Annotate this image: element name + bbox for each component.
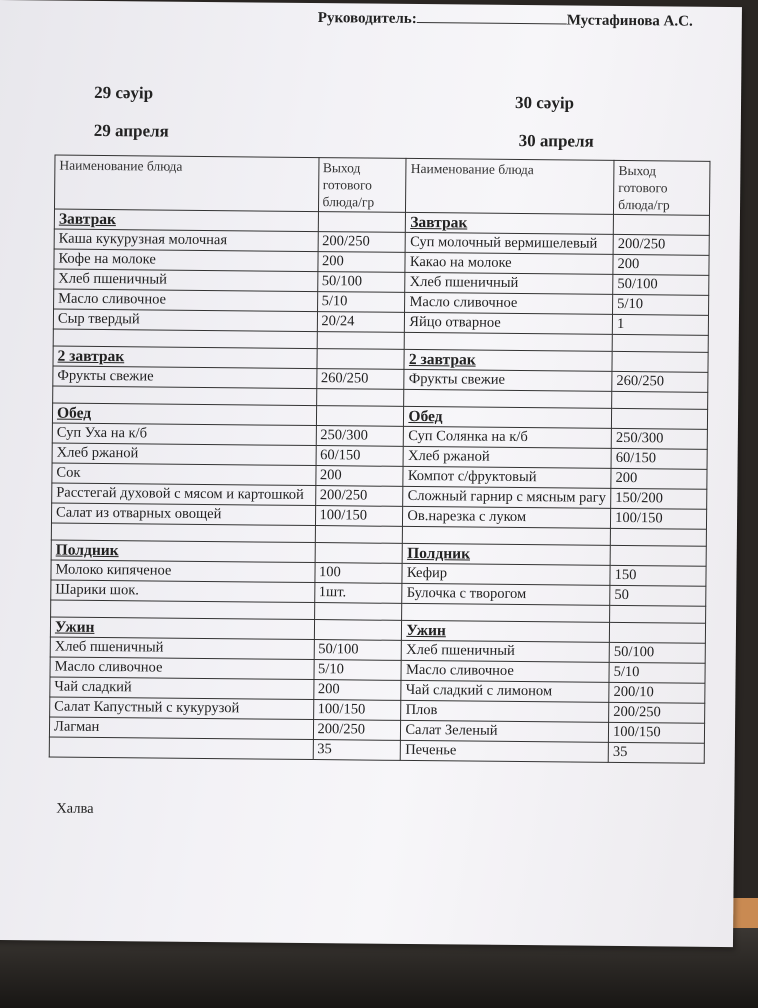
- output-left: 200: [315, 466, 403, 487]
- dish-left: Полдник: [51, 540, 315, 563]
- output-left: 35: [313, 740, 401, 761]
- dish-left: Сыр твердый: [53, 309, 317, 332]
- dish-right: Хлеб пшеничный: [405, 272, 613, 294]
- supervisor-label: Руководитель:: [317, 10, 417, 28]
- output-left: [318, 212, 406, 233]
- output-left: 200/250: [315, 486, 403, 507]
- dish-right: Обед: [404, 406, 612, 428]
- dish-right: Ов.нарезка с луком: [403, 506, 611, 528]
- output-left: 60/150: [316, 446, 404, 467]
- output-left: 200: [317, 252, 405, 273]
- output-right: 60/150: [611, 448, 707, 469]
- header-dish-left: Наименование блюда: [54, 155, 318, 212]
- output-right: 150/200: [611, 488, 707, 509]
- output-right: 200: [611, 468, 707, 489]
- dish-right: [403, 526, 611, 545]
- output-right: 1: [612, 314, 708, 335]
- output-right: 50/100: [609, 642, 705, 663]
- dish-left: Хлеб пшеничный: [50, 637, 314, 660]
- output-left: 50/100: [317, 272, 405, 293]
- output-right: [610, 605, 706, 623]
- dish-left: Чай сладкий: [50, 677, 314, 700]
- output-left: [316, 389, 404, 407]
- dish-left: Завтрак: [54, 209, 318, 232]
- output-left: 200: [313, 680, 401, 701]
- dish-left: Масло сливочное: [50, 657, 314, 680]
- dish-left: Сок: [52, 463, 316, 486]
- output-left: 250/300: [316, 426, 404, 447]
- output-right: 250/300: [611, 428, 707, 449]
- output-right: [612, 351, 708, 372]
- output-right: 5/10: [613, 294, 709, 315]
- output-left: [316, 349, 404, 370]
- dish-right: 2 завтрак: [404, 349, 612, 371]
- supervisor-name: Мустафинова А.С.: [566, 12, 693, 30]
- dish-right: Булочка с творогом: [402, 583, 610, 605]
- dish-left: Молоко кипяченое: [51, 560, 315, 583]
- output-right: [609, 622, 705, 643]
- signature-blank: [417, 10, 567, 24]
- dish-left: Суп Уха на к/б: [52, 423, 316, 446]
- output-right: 200/250: [613, 234, 709, 255]
- menu-table: [49, 155, 711, 764]
- output-right: [612, 408, 708, 429]
- dish-left: Фрукты свежие: [53, 366, 317, 389]
- table-header-row: [54, 155, 709, 215]
- dish-right: Фрукты свежие: [404, 369, 612, 391]
- output-right: 100/150: [611, 508, 707, 529]
- dish-right: Какао на молоке: [405, 252, 613, 274]
- dish-right: Полдник: [403, 543, 611, 565]
- dish-left: Лагман: [49, 717, 313, 740]
- output-right: 200/250: [609, 702, 705, 723]
- output-left: [316, 406, 404, 427]
- output-left: 100/150: [315, 506, 403, 527]
- dish-left: Хлеб пшеничный: [54, 269, 318, 292]
- output-right: [610, 545, 706, 566]
- output-left: 100/150: [313, 700, 401, 721]
- dish-right: Завтрак: [406, 212, 614, 234]
- trailing-item: Халва: [56, 800, 94, 817]
- output-left: 1шт.: [314, 583, 402, 604]
- dish-left: Салат из отварных овощей: [51, 503, 315, 526]
- dish-left: Масло сливочное: [54, 289, 318, 312]
- output-left: [315, 543, 403, 564]
- dish-right: [404, 389, 612, 408]
- output-left: 200/250: [318, 232, 406, 253]
- dish-right: Салат Зеленый: [401, 720, 609, 742]
- dish-left: 2 завтрак: [53, 346, 317, 369]
- dish-left: Хлеб ржаной: [52, 443, 316, 466]
- dish-right: Суп молочный вермишелевый: [406, 232, 614, 254]
- date-right-ru: 30 апреля: [518, 130, 594, 151]
- dish-left: Расстегай духовой с мясом и картошкой: [52, 483, 316, 506]
- dish-left: [49, 737, 313, 760]
- dish-left: Ужин: [50, 617, 314, 640]
- output-left: 50/100: [314, 640, 402, 661]
- dish-right: Суп Солянка на к/б: [404, 426, 612, 448]
- date-left-ru: 29 апреля: [93, 120, 169, 141]
- dish-right: Масло сливочное: [401, 660, 609, 682]
- output-right: 100/150: [608, 722, 704, 743]
- dish-right: Плов: [401, 700, 609, 722]
- dish-left: Обед: [52, 403, 316, 426]
- signature-line: [318, 9, 728, 31]
- dish-right: Сложный гарнир с мясным рагу: [403, 486, 611, 508]
- output-left: [315, 526, 403, 544]
- output-left: 200/250: [313, 720, 401, 741]
- output-right: 200: [613, 254, 709, 275]
- output-right: [612, 334, 708, 352]
- output-right: [612, 391, 708, 409]
- dish-right: Масло сливочное: [405, 292, 613, 314]
- dish-right: Ужин: [402, 620, 610, 642]
- output-left: [317, 332, 405, 350]
- dish-right: Хлеб ржаной: [403, 446, 611, 468]
- dish-left: Каша кукурузная молочная: [54, 229, 318, 252]
- dish-right: Чай сладкий с лимоном: [401, 680, 609, 702]
- header-output-right: Выход готового блюда/гр: [614, 160, 710, 215]
- output-left: [314, 603, 402, 621]
- output-left: 20/24: [317, 312, 405, 333]
- dish-left: Салат Капустный с кукурузой: [50, 697, 314, 720]
- dish-right: Кефир: [402, 563, 610, 585]
- dish-right: [402, 603, 610, 622]
- dish-right: Хлеб пшеничный: [402, 640, 610, 662]
- header-dish-right: Наименование блюда: [406, 158, 614, 214]
- output-right: 50: [610, 585, 706, 606]
- dish-right: Яйцо отварное: [405, 312, 613, 334]
- output-left: [314, 620, 402, 641]
- dish-left: Кофе на молоке: [54, 249, 318, 272]
- output-left: 5/10: [313, 660, 401, 681]
- dish-left: Шарики шок.: [51, 580, 315, 603]
- output-left: 5/10: [317, 292, 405, 313]
- dish-right: Печенье: [401, 740, 609, 762]
- header-output-left: Выход готового блюда/гр: [318, 158, 406, 213]
- output-left: 100: [314, 563, 402, 584]
- output-right: [610, 528, 706, 546]
- output-right: [613, 214, 709, 235]
- output-right: 260/250: [612, 371, 708, 392]
- output-right: 200/10: [609, 682, 705, 703]
- output-right: 35: [608, 742, 704, 763]
- output-left: 260/250: [316, 369, 404, 390]
- output-right: 150: [610, 565, 706, 586]
- output-right: 50/100: [613, 274, 709, 295]
- dish-right: [405, 332, 613, 351]
- date-right-kz: 30 сәуір: [514, 92, 575, 113]
- date-left-kz: 29 сәуір: [94, 82, 154, 103]
- dish-right: Компот с/фруктовый: [403, 466, 611, 488]
- output-right: 5/10: [609, 662, 705, 683]
